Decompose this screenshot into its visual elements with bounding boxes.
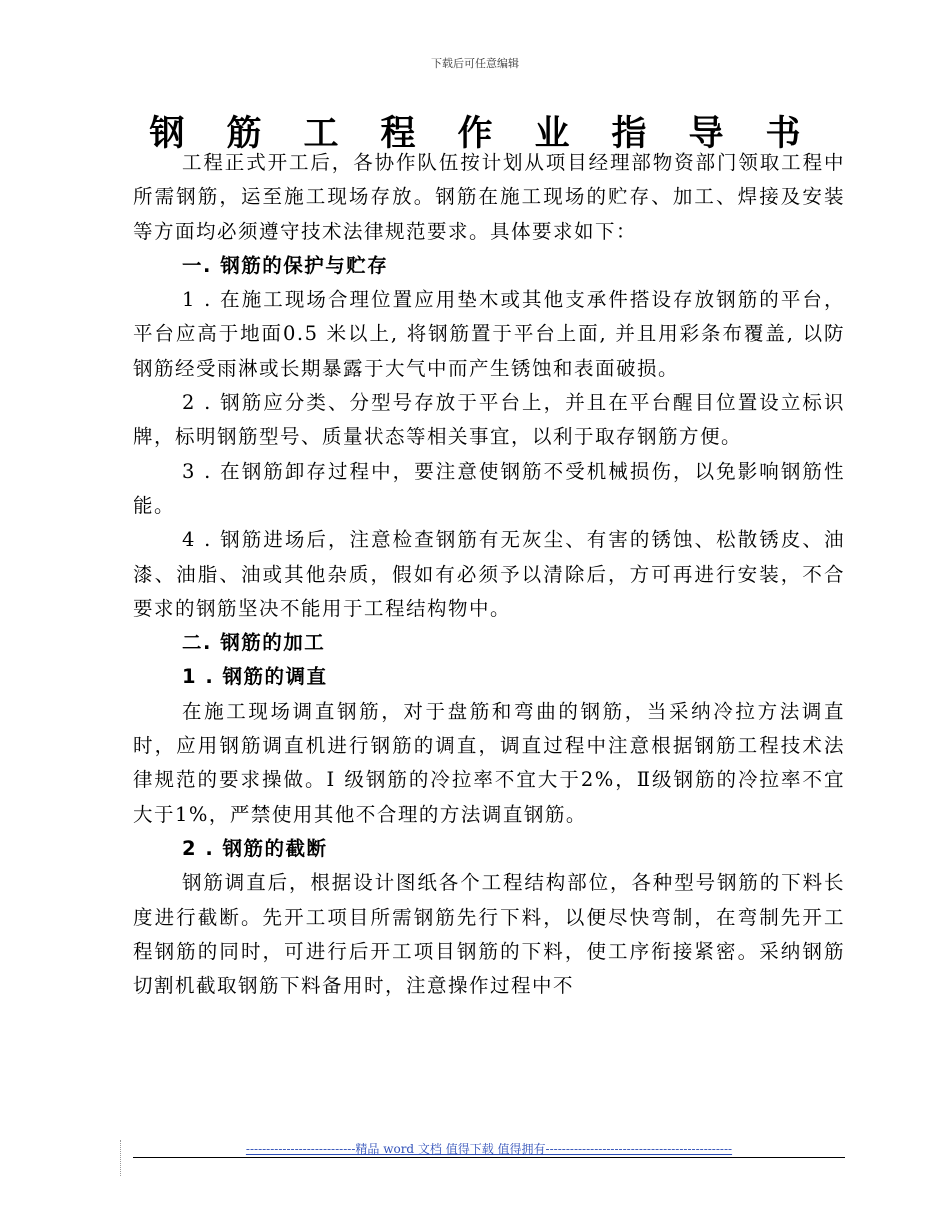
- subsection-straightening-text: 在施工现场调直钢筋，对于盘筋和弯曲的钢筋，当采纳冷拉方法调直时，应用钢筋调直机进行钢筋的调直，调直过程中注意根据钢筋工程技术法律规范的要求操做。Ⅰ 级钢筋的冷拉率不宜大于2%，Ⅱ级钢筋的冷拉率不宜大于1%，严禁使用其他不合理的方法调直钢筋。: [133, 699, 845, 826]
- section-1-item-4: 4 . 钢筋进场后，注意检查钢筋有无灰尘、有害的锈蚀、松散锈皮、油漆、油脂、油或其他杂质，假如有必须予以清除后，方可再进行安装，不合要求的钢筋坚决不能用于工程结构物中。: [133, 528, 845, 620]
- section-1-item-3: 3 . 在钢筋卸存过程中，要注意使钢筋不受机械损伤，以免影响钢筋性能。: [133, 459, 845, 517]
- subsection-cutting-text: 钢筋调直后，根据设计图纸各个工程结构部位，各种型号钢筋的下料长度进行截断。先开工项目所需钢筋先行下料，以便尽快弯制，在弯制先开工程钢筋的同时，可进行后开工项目钢筋的下料，使工序衔接紧密。采纳钢筋切割机截取钢筋下料备用时，注意操作过程中不: [133, 871, 845, 998]
- footer-divider: [133, 1157, 845, 1158]
- intro-paragraph: 工程正式开工后，各协作队伍按计划从项目经理部物资部门领取工程中所需钢筋，运至施工现场存放。钢筋在施工现场的贮存、加工、焊接及安装等方面均必须遵守技术法律规范要求。具体要求如下：: [133, 151, 845, 243]
- section-1-item-1: 1 . 在施工现场合理位置应用垫木或其他支承件搭设存放钢筋的平台，平台应高于地面0.5 米以上, 将钢筋置于平台上面, 并且用彩条布覆盖, 以防钢筋经受雨淋或长期暴露于大气中而产生锈蚀和表面破损。: [133, 288, 845, 380]
- footer-margin-mark: [120, 1140, 122, 1176]
- section-1-heading: 一. 钢筋的保护与贮存: [182, 253, 389, 277]
- section-1-item-2: 2 . 钢筋应分类、分型号存放于平台上，并且在平台醒目位置设立标识牌，标明钢筋型号、质量状态等相关事宜，以利于取存钢筋方便。: [133, 391, 845, 449]
- subsection-straightening-heading: 1 . 钢筋的调直: [182, 665, 328, 689]
- section-2-heading: 二. 钢筋的加工: [182, 631, 326, 655]
- document-title: 钢筋工程作业指导书: [149, 114, 843, 154]
- subsection-cutting-heading: 2 . 钢筋的截断: [182, 836, 328, 860]
- document-body: [133, 146, 845, 1003]
- header-note: 下载后可任意编辑: [431, 57, 519, 70]
- footer-link[interactable]: ---------------------------精品 word 文档 值得下载 值得拥有----------------------------------------------: [245, 1142, 733, 1156]
